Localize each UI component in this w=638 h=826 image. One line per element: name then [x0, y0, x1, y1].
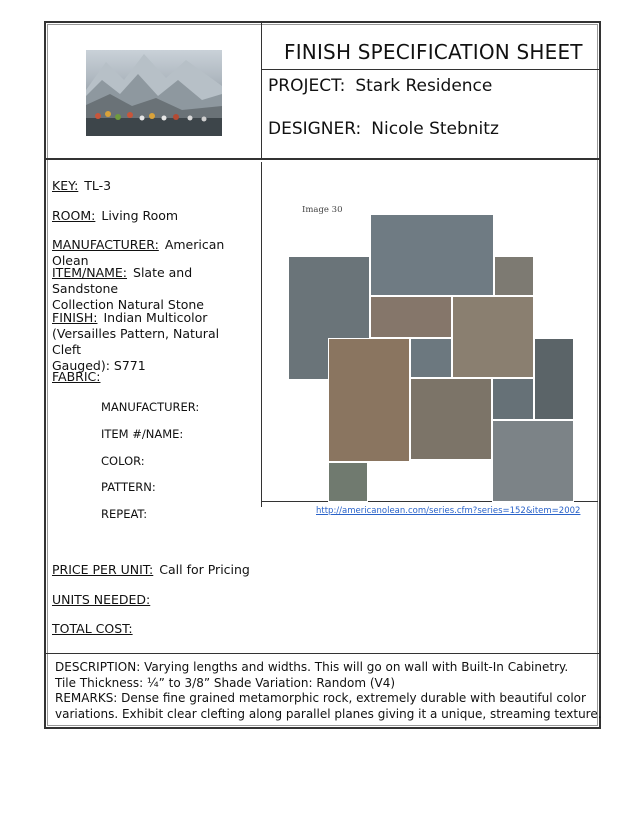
- project-label: PROJECT:: [268, 76, 346, 96]
- item-label: ITEM/NAME:: [52, 265, 128, 280]
- price-field: [52, 562, 257, 578]
- price-label: PRICE PER UNIT:: [52, 562, 154, 577]
- tile: [494, 256, 534, 296]
- project-line: [268, 76, 492, 96]
- units-field: [52, 592, 252, 608]
- finish-field: [52, 310, 252, 374]
- image-caption: Image 30: [302, 205, 343, 215]
- units-label: UNITS NEEDED:: [52, 592, 151, 607]
- description-block: [55, 660, 602, 722]
- body-column-divider: [261, 162, 262, 507]
- header-photo: [86, 50, 222, 136]
- room-label: ROOM:: [52, 208, 96, 223]
- finish-value-line3: Gauged): S771: [52, 358, 146, 373]
- product-link[interactable]: http://americanolean.com/series.cfm?series=152&item=2002: [316, 506, 581, 516]
- tile: [534, 338, 574, 420]
- total-label: TOTAL COST:: [52, 621, 133, 636]
- tile: [452, 296, 534, 378]
- fabric-item-label: ITEM #/NAME:: [101, 427, 184, 441]
- room-field: [52, 208, 252, 224]
- tile: [370, 214, 494, 296]
- fabric-repeat-label: REPEAT:: [101, 507, 148, 521]
- item-value-line2: Collection Natural Stone: [52, 297, 204, 312]
- item-field: [52, 265, 252, 313]
- room-value: Living Room: [101, 208, 179, 223]
- key-label: KEY:: [52, 178, 79, 193]
- tile: [328, 462, 368, 502]
- sheet-title: FINISH SPECIFICATION SHEET: [284, 40, 583, 64]
- finish-label: FINISH:: [52, 310, 98, 325]
- tile: [370, 296, 452, 338]
- remarks-line: REMARKS: Dense fine grained metamorphic rock, extremely durable with beautiful color: [55, 691, 586, 705]
- fabric-color-label: COLOR:: [101, 454, 145, 468]
- key-value: TL-3: [84, 178, 112, 193]
- tile: [492, 378, 534, 420]
- tile: [492, 420, 574, 502]
- header-column-divider: [261, 23, 262, 159]
- total-field: [52, 621, 252, 637]
- manufacturer-value: American Olean: [52, 237, 225, 268]
- description-divider: [46, 653, 599, 654]
- item-value-line1: Slate and Sandstone: [52, 265, 193, 296]
- title-divider: [262, 69, 599, 70]
- remarks-line-continued: variations. Exhibit clear clefting along parallel planes giving it a unique, streaming texture.: [55, 706, 602, 721]
- price-value: Call for Pricing: [159, 562, 250, 577]
- fabric-field: [52, 369, 252, 385]
- designer-value: Nicole Stebnitz: [371, 119, 499, 139]
- designer-line: [268, 119, 499, 139]
- fabric-pattern-label: PATTERN:: [101, 480, 156, 494]
- tile: [410, 378, 492, 460]
- fabric-label: FABRIC:: [52, 369, 101, 384]
- thickness-line: Tile Thickness: ¼” to 3/8” Shade Variation: Random (V4): [55, 675, 396, 690]
- key-field: [52, 178, 252, 194]
- project-value: Stark Residence: [355, 76, 493, 96]
- tile: [328, 338, 410, 462]
- tile: [410, 338, 452, 378]
- fabric-manufacturer-label: MANUFACTURER:: [101, 400, 200, 414]
- description-line: DESCRIPTION: Varying lengths and widths. This will go on wall with Built-In Cabinetry.: [55, 660, 569, 674]
- tile-sample-image: [288, 214, 574, 502]
- designer-label: DESIGNER:: [268, 119, 362, 139]
- header-divider: [46, 158, 599, 160]
- finish-value-line1: Indian Multicolor: [103, 310, 208, 325]
- finish-value-line2: (Versailles Pattern, Natural Cleft: [52, 326, 220, 357]
- manufacturer-label: MANUFACTURER:: [52, 237, 159, 252]
